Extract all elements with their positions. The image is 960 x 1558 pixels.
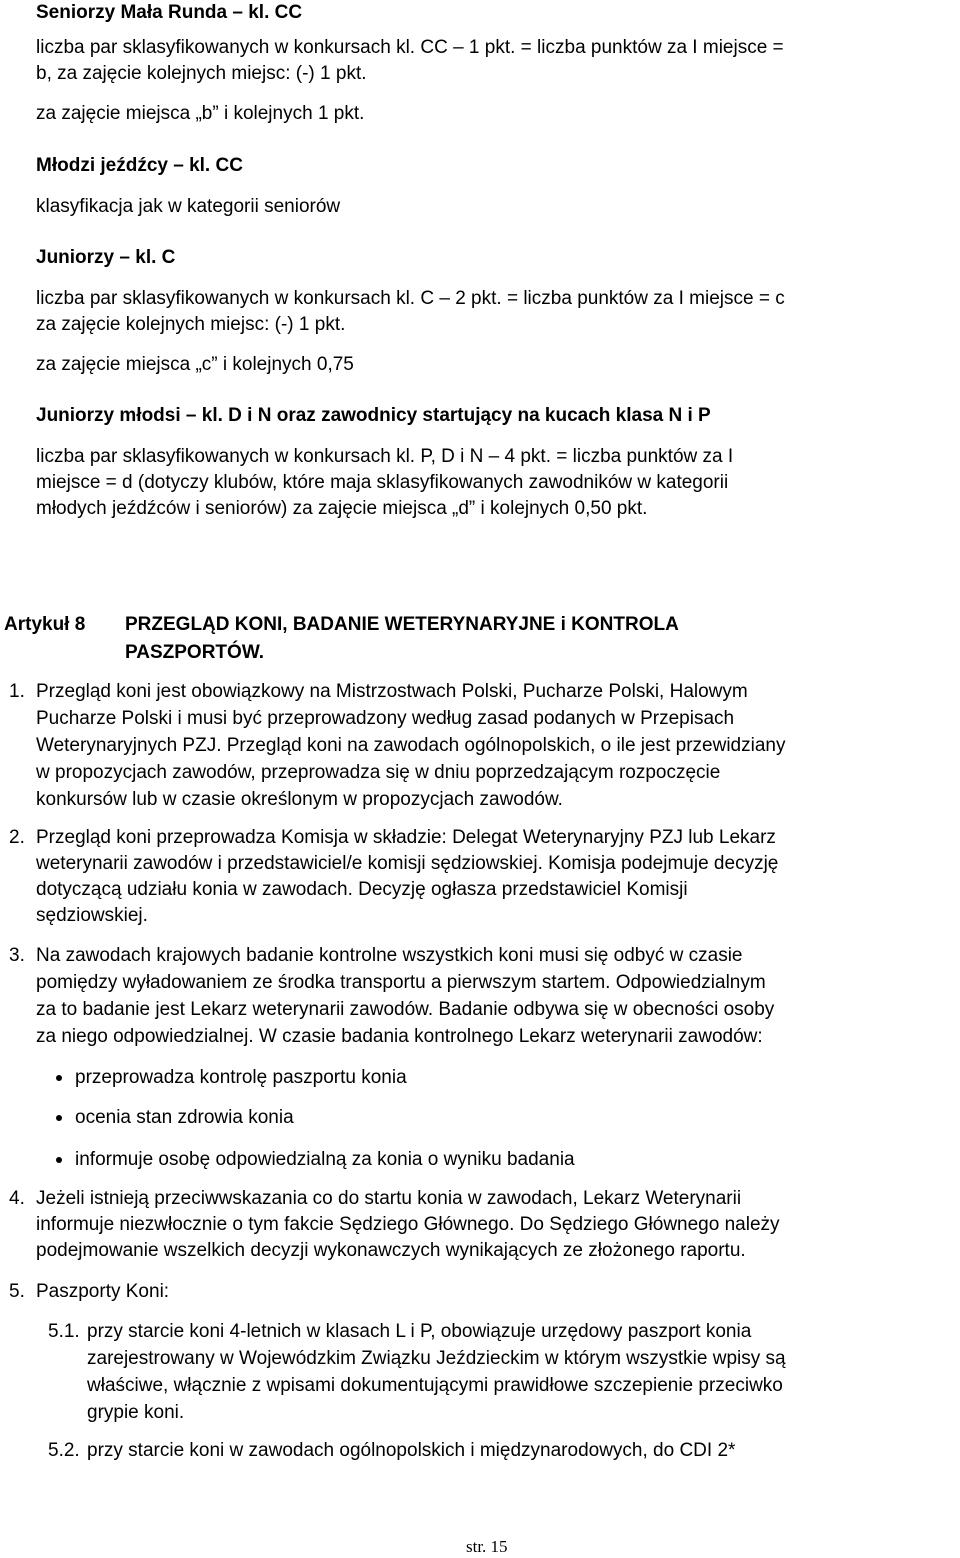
- point-1-line-5: konkursów lub w czasie określonym w propozycjach zawodów.: [36, 789, 563, 810]
- point-2-line-1: Przegląd koni przeprowadza Komisja w składzie: Delegat Weterynaryjny PZJ lub Lekarz: [36, 827, 776, 848]
- point-4-number: 4.: [9, 1188, 25, 1209]
- point-1-number: 1.: [9, 681, 25, 702]
- point-4-line-3: podejmowanie wszelkich decyzji wykonawczych wynikających ze złożonego raportu.: [36, 1240, 746, 1261]
- juniorzy-mlodsi-line-1: liczba par sklasyfikowanych w konkursach kl. P, D i N – 4 pkt. = liczba punktów za I: [36, 446, 734, 467]
- point-3-line-4: za niego odpowiedzialnej. W czasie badania kontrolnego Lekarz weterynarii zawodów:: [36, 1026, 763, 1047]
- section-heading-juniorzy: Juniorzy – kl. C: [36, 247, 176, 268]
- subpoint-5-1-line-1: przy starcie koni 4-letnich w klasach L i P, obowiązuje urzędowy paszport konia: [87, 1321, 752, 1342]
- point-1-line-3: Weterynaryjnych PZJ. Przegląd koni na zawodach ogólnopolskich, o ile jest przewidziany: [36, 735, 786, 756]
- juniorzy-line-1: liczba par sklasyfikowanych w konkursach kl. C – 2 pkt. = liczba punktów za I miejsce = c: [36, 288, 785, 309]
- point-5-number: 5.: [9, 1281, 25, 1302]
- bullet-icon: [56, 1157, 62, 1163]
- point-2-line-3: dotyczącą udziału konia w zawodach. Decyzję ogłasza przedstawiciel Komisji: [36, 879, 688, 900]
- juniorzy-mlodsi-line-2: miejsce = d (dotyczy klubów, które maja sklasyfikowanych zawodników w kategorii: [36, 472, 729, 493]
- point-2-number: 2.: [9, 827, 25, 848]
- bullet-icon: [56, 1075, 62, 1081]
- seniorzy-line-3: za zajęcie miejsca „b” i kolejnych 1 pkt.: [36, 103, 365, 124]
- point-3-line-3: za to badanie jest Lekarz weterynarii zawodów. Badanie odbywa się w obecności osoby: [36, 999, 775, 1020]
- point-1-line-1: Przegląd koni jest obowiązkowy na Mistrzostwach Polski, Pucharze Polski, Halowym: [36, 681, 748, 702]
- juniorzy-line-2: za zajęcie kolejnych miejsc: (-) 1 pkt.: [36, 314, 346, 335]
- section-heading-seniorzy: Seniorzy Mała Runda – kl. CC: [36, 2, 303, 23]
- section-heading-juniorzy-mlodsi: Juniorzy młodsi – kl. D i N oraz zawodnicy startujący na kucach klasa N i P: [36, 405, 711, 426]
- subpoint-5-2-line-1: przy starcie koni w zawodach ogólnopolskich i międzynarodowych, do CDI 2*: [87, 1440, 736, 1461]
- point-4-line-1: Jeżeli istnieją przeciwwskazania co do startu konia w zawodach, Lekarz Weterynarii: [36, 1188, 742, 1209]
- bullet-item: przeprowadza kontrolę paszportu konia: [75, 1067, 407, 1088]
- article-title-line-2: PASZPORTÓW.: [125, 642, 264, 663]
- juniorzy-line-3: za zajęcie miejsca „c” i kolejnych 0,75: [36, 354, 354, 375]
- point-1-line-4: w propozycjach zawodów, przeprowadza się w dniu poprzedzającym rozpoczęcie: [36, 762, 721, 783]
- section-heading-mlodzi: Młodzi jeźdźcy – kl. CC: [36, 155, 243, 176]
- seniorzy-line-2: b, za zajęcie kolejnych miejsc: (-) 1 pkt.: [36, 63, 367, 84]
- bullet-item: ocenia stan zdrowia konia: [75, 1107, 294, 1128]
- point-5-text: Paszporty Koni:: [36, 1281, 170, 1302]
- point-1-line-2: Pucharze Polski i musi być przeprowadzony według zasad podanych w Przepisach: [36, 708, 735, 729]
- point-2-line-2: weterynarii zawodów i przedstawiciel/e komisji sędziowskiej. Komisja podejmuje decyzję: [36, 853, 779, 874]
- subpoint-5-2-number: 5.2.: [48, 1440, 80, 1461]
- mlodzi-line-1: klasyfikacja jak w kategorii seniorów: [36, 196, 341, 217]
- subpoint-5-1-number: 5.1.: [48, 1321, 80, 1342]
- point-3-line-2: pomiędzy wyładowaniem ze środka transportu a pierwszym startem. Odpowiedzialnym: [36, 972, 766, 993]
- point-2-line-4: sędziowskiej.: [36, 905, 148, 926]
- page-number: str. 15: [466, 1537, 508, 1556]
- subpoint-5-1-line-2: zarejestrowany w Wojewódzkim Związku Jeździeckim w którym wszystkie wpisy są: [87, 1348, 786, 1369]
- point-3-line-1: Na zawodach krajowych badanie kontrolne wszystkich koni musi się odbyć w czasie: [36, 945, 743, 966]
- bullet-icon: [56, 1115, 62, 1121]
- bullet-item: informuje osobę odpowiedzialną za konia o wyniku badania: [75, 1149, 575, 1170]
- article-label: Artykuł 8: [4, 614, 86, 635]
- juniorzy-mlodsi-line-3: młodych jeźdźców i seniorów) za zajęcie miejsca „d” i kolejnych 0,50 pkt.: [36, 498, 648, 519]
- subpoint-5-1-line-3: właściwe, włącznie z wpisami dokumentującymi prawidłowe szczepienie przeciwko: [87, 1375, 783, 1396]
- point-4-line-2: informuje niezwłocznie o tym fakcie Sędziego Głównego. Do Sędziego Głównego należy: [36, 1214, 780, 1235]
- point-3-number: 3.: [9, 945, 25, 966]
- subpoint-5-1-line-4: grypie koni.: [87, 1402, 185, 1423]
- article-title-line-1: PRZEGLĄD KONI, BADANIE WETERYNARYJNE i KONTROLA: [125, 614, 679, 635]
- seniorzy-line-1: liczba par sklasyfikowanych w konkursach kl. CC – 1 pkt. = liczba punktów za I miejsce =: [36, 37, 784, 58]
